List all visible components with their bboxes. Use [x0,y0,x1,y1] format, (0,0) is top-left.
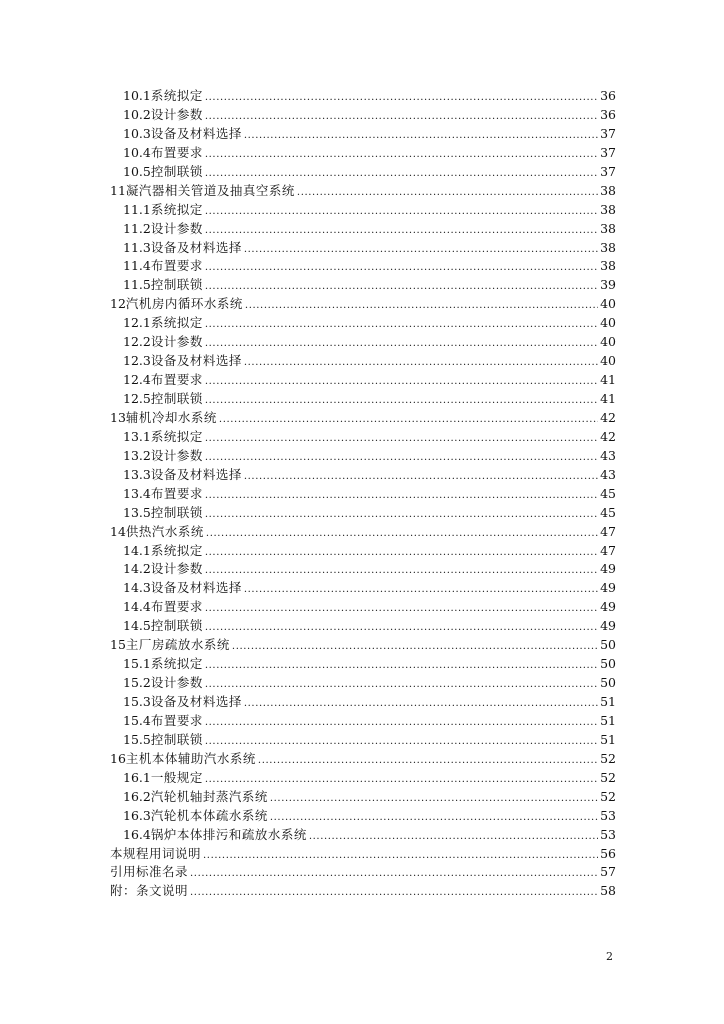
toc-entry-title: 控制联锁 [150,163,203,179]
toc-entry-number: 11.3 [123,239,151,255]
toc-entry-number: 13.1 [123,428,151,444]
toc-entry[interactable] [0,636,724,655]
toc-entry[interactable] [0,769,724,788]
toc-entry-title: 系统拟定 [150,88,203,103]
toc-entry-title: 控制联锁 [150,277,203,293]
toc-entry-page: 36 [600,88,616,103]
toc-entry-page: 58 [600,883,616,899]
toc-entry-page: 43 [600,447,616,463]
toc-entry[interactable] [0,409,724,428]
toc-entry[interactable] [0,295,724,314]
toc-entry-number: 16 [110,750,126,766]
toc-entry-page: 38 [600,201,616,217]
toc-entry-number: 16.3 [123,807,151,823]
toc-entry-number: 12 [110,296,126,312]
toc-entry-title: 设备及材料选择 [150,580,242,596]
toc-entry-page: 52 [600,769,616,785]
toc-entry-title: 系统拟定 [150,542,203,558]
toc-entry-page: 49 [600,618,616,634]
toc-entry-number: 13.2 [123,447,151,463]
toc-entry-page: 38 [600,258,616,274]
page-number: 2 [606,950,613,963]
toc-entry-number: 16.1 [123,769,151,785]
toc-entry-page: 43 [600,466,616,482]
toc-entry[interactable] [0,390,724,409]
toc-entry[interactable] [0,125,724,144]
toc-entry-title: 布置要求 [150,144,203,160]
toc-entry[interactable] [0,220,724,239]
toc-entry-title: 主机本体辅助汽水系统 [125,750,256,766]
toc-entry-title: 设计参数 [150,334,203,350]
toc-entry[interactable] [0,863,724,882]
toc-entry[interactable] [0,579,724,598]
toc-entry-page: 52 [600,788,616,804]
toc-entry-page: 51 [600,712,616,728]
toc-entry-number: 15.4 [123,712,151,728]
toc-entry[interactable] [0,106,724,125]
toc-entry-number: 12.4 [123,372,151,388]
toc-entry-page: 41 [600,391,616,406]
toc-entry-page: 50 [600,675,616,691]
toc-entry-page: 52 [600,750,616,766]
toc-entry-page: 53 [600,826,616,842]
toc-entry[interactable] [0,598,724,617]
toc-entry[interactable] [0,617,724,636]
toc-entry-number: 10.4 [123,144,151,160]
toc-entry-page: 56 [600,845,616,861]
toc-entry-number: 11.1 [123,201,151,217]
toc-entry[interactable] [0,788,724,807]
toc-entry-page: 50 [600,656,616,672]
toc-entry-page: 51 [600,731,616,747]
toc-entry-page: 40 [600,315,616,331]
toc-entry-title: 凝汽器相关管道及抽真空系统 [125,182,295,198]
toc-entry-title: 附：条文说明 [110,883,189,899]
toc-entry-page: 42 [600,409,616,425]
toc-entry-title: 设备及材料选择 [150,694,242,709]
toc-entry-number: 12.5 [123,391,151,406]
toc-entry-page: 38 [600,239,616,255]
toc-entry-title: 设备及材料选择 [150,353,242,369]
toc-entry-title: 辅机冷却水系统 [125,409,217,425]
toc-entry[interactable] [0,466,724,485]
toc-entry-number: 14.2 [123,561,151,577]
toc-entry-title: 系统拟定 [150,201,203,217]
toc-entry-number: 14.1 [123,542,151,558]
toc-entry-title: 设备及材料选择 [150,466,242,482]
toc-entry-title: 设计参数 [150,106,203,122]
toc-entry[interactable] [0,87,724,106]
toc-entry[interactable] [0,201,724,220]
toc-entry[interactable] [0,276,724,295]
toc-entry-title: 汽机房内循环水系统 [125,296,243,312]
toc-entry-title: 系统拟定 [150,428,203,444]
toc-entry-page: 57 [600,864,616,880]
toc-entry-title: 设备及材料选择 [150,125,242,141]
toc-entry-number: 10.5 [123,163,151,179]
toc-entry[interactable] [0,485,724,504]
toc-entry-page: 38 [600,182,616,198]
toc-entry[interactable] [0,750,724,769]
toc-entry-page: 36 [600,106,616,122]
toc-entry-title: 控制联锁 [150,391,203,406]
toc-entry-page: 39 [600,277,616,293]
toc-entry-number: 13 [110,409,126,425]
toc-entry[interactable] [0,807,724,826]
toc-entry-number: 13.4 [123,485,151,501]
toc-entry-page: 40 [600,353,616,369]
table-of-contents [0,87,724,901]
toc-entry-number: 11.2 [123,220,151,236]
toc-entry[interactable] [0,352,724,371]
toc-entry-title: 锅炉本体排污和疏放水系统 [150,826,307,842]
toc-entry[interactable] [0,845,724,864]
toc-entry-number: 14.4 [123,599,151,615]
toc-entry-title: 本规程用词说明 [110,845,202,861]
toc-entry-page: 49 [600,580,616,596]
toc-entry[interactable] [0,428,724,447]
toc-entry-title: 设计参数 [150,675,203,691]
toc-entry-number: 15.5 [123,731,151,747]
toc-entry-title: 供热汽水系统 [125,523,204,539]
toc-entry[interactable] [0,371,724,390]
toc-entry-number: 15.1 [123,656,151,672]
toc-entry[interactable] [0,655,724,674]
dot-leader [190,884,598,903]
toc-entry[interactable] [0,144,724,163]
toc-entry-number: 11.4 [123,258,151,274]
toc-entry-title: 一般规定 [150,769,203,785]
toc-entry[interactable] [0,693,724,712]
toc-entry-page: 45 [600,504,616,520]
toc-entry-page: 40 [600,296,616,312]
toc-entry-number: 15.2 [123,675,151,691]
toc-entry-number: 10.2 [123,106,151,122]
toc-entry-number: 16.2 [123,788,151,804]
toc-entry-page: 37 [600,144,616,160]
toc-entry-title: 控制联锁 [150,731,203,747]
toc-entry-page: 47 [600,523,616,539]
toc-entry-number: 13.5 [123,504,151,520]
toc-entry-title: 汽轮机轴封蒸汽系统 [150,788,268,804]
toc-entry-number: 11.5 [123,277,151,293]
toc-entry[interactable] [0,542,724,561]
toc-entry[interactable] [0,712,724,731]
toc-entry[interactable] [0,882,724,901]
toc-entry-number: 16.4 [123,826,151,842]
toc-entry-title: 引用标准名录 [110,864,189,880]
toc-entry-title: 设计参数 [150,220,203,236]
toc-entry-page: 45 [600,485,616,501]
toc-entry-number: 15 [110,637,126,653]
toc-entry[interactable] [0,504,724,523]
toc-entry-number: 12.3 [123,353,151,369]
toc-entry-title: 布置要求 [150,372,203,388]
toc-entry-number: 12.2 [123,334,151,350]
toc-entry[interactable] [0,826,724,845]
toc-entry-number: 14.5 [123,618,151,634]
toc-entry-title: 布置要求 [150,712,203,728]
toc-entry[interactable] [0,182,724,201]
toc-entry[interactable] [0,447,724,466]
toc-entry-page: 49 [600,561,616,577]
toc-entry-number: 15.3 [123,694,151,709]
toc-entry-page: 49 [600,599,616,615]
toc-entry-page: 47 [600,542,616,558]
toc-entry[interactable] [0,257,724,276]
toc-entry-title: 设计参数 [150,447,203,463]
toc-entry-page: 37 [600,125,616,141]
toc-entry[interactable] [0,523,724,542]
toc-entry-number: 12.1 [123,315,151,331]
toc-entry[interactable] [0,163,724,182]
toc-entry-number: 14 [110,523,126,539]
toc-entry-page: 42 [600,428,616,444]
toc-entry-number: 10.3 [123,125,151,141]
toc-entry-page: 37 [600,163,616,179]
toc-entry-title: 主厂房疏放水系统 [125,637,230,653]
toc-entry-page: 38 [600,220,616,236]
toc-entry[interactable] [0,560,724,579]
toc-entry-page: 41 [600,372,616,388]
toc-entry[interactable] [0,674,724,693]
toc-entry-title: 设备及材料选择 [150,239,242,255]
toc-entry-number: 10.1 [123,88,151,103]
toc-entry-page: 50 [600,637,616,653]
toc-entry-number: 13.3 [123,466,151,482]
toc-entry-title: 布置要求 [150,258,203,274]
toc-entry-title: 控制联锁 [150,504,203,520]
toc-entry-page: 40 [600,334,616,350]
toc-entry-number: 14.3 [123,580,151,596]
toc-entry[interactable] [0,239,724,258]
toc-entry[interactable] [0,333,724,352]
toc-entry-title: 布置要求 [150,485,203,501]
toc-entry-title: 布置要求 [150,599,203,615]
toc-entry[interactable] [0,731,724,750]
toc-entry-title: 系统拟定 [150,656,203,672]
toc-entry-page: 51 [600,694,616,709]
toc-entry-page: 53 [600,807,616,823]
toc-entry[interactable] [0,314,724,333]
toc-entry-title: 设计参数 [150,561,203,577]
toc-entry-title: 控制联锁 [150,618,203,634]
toc-entry-number: 11 [110,182,126,198]
toc-entry-title: 系统拟定 [150,315,203,331]
toc-entry-title: 汽轮机本体疏水系统 [150,807,268,823]
